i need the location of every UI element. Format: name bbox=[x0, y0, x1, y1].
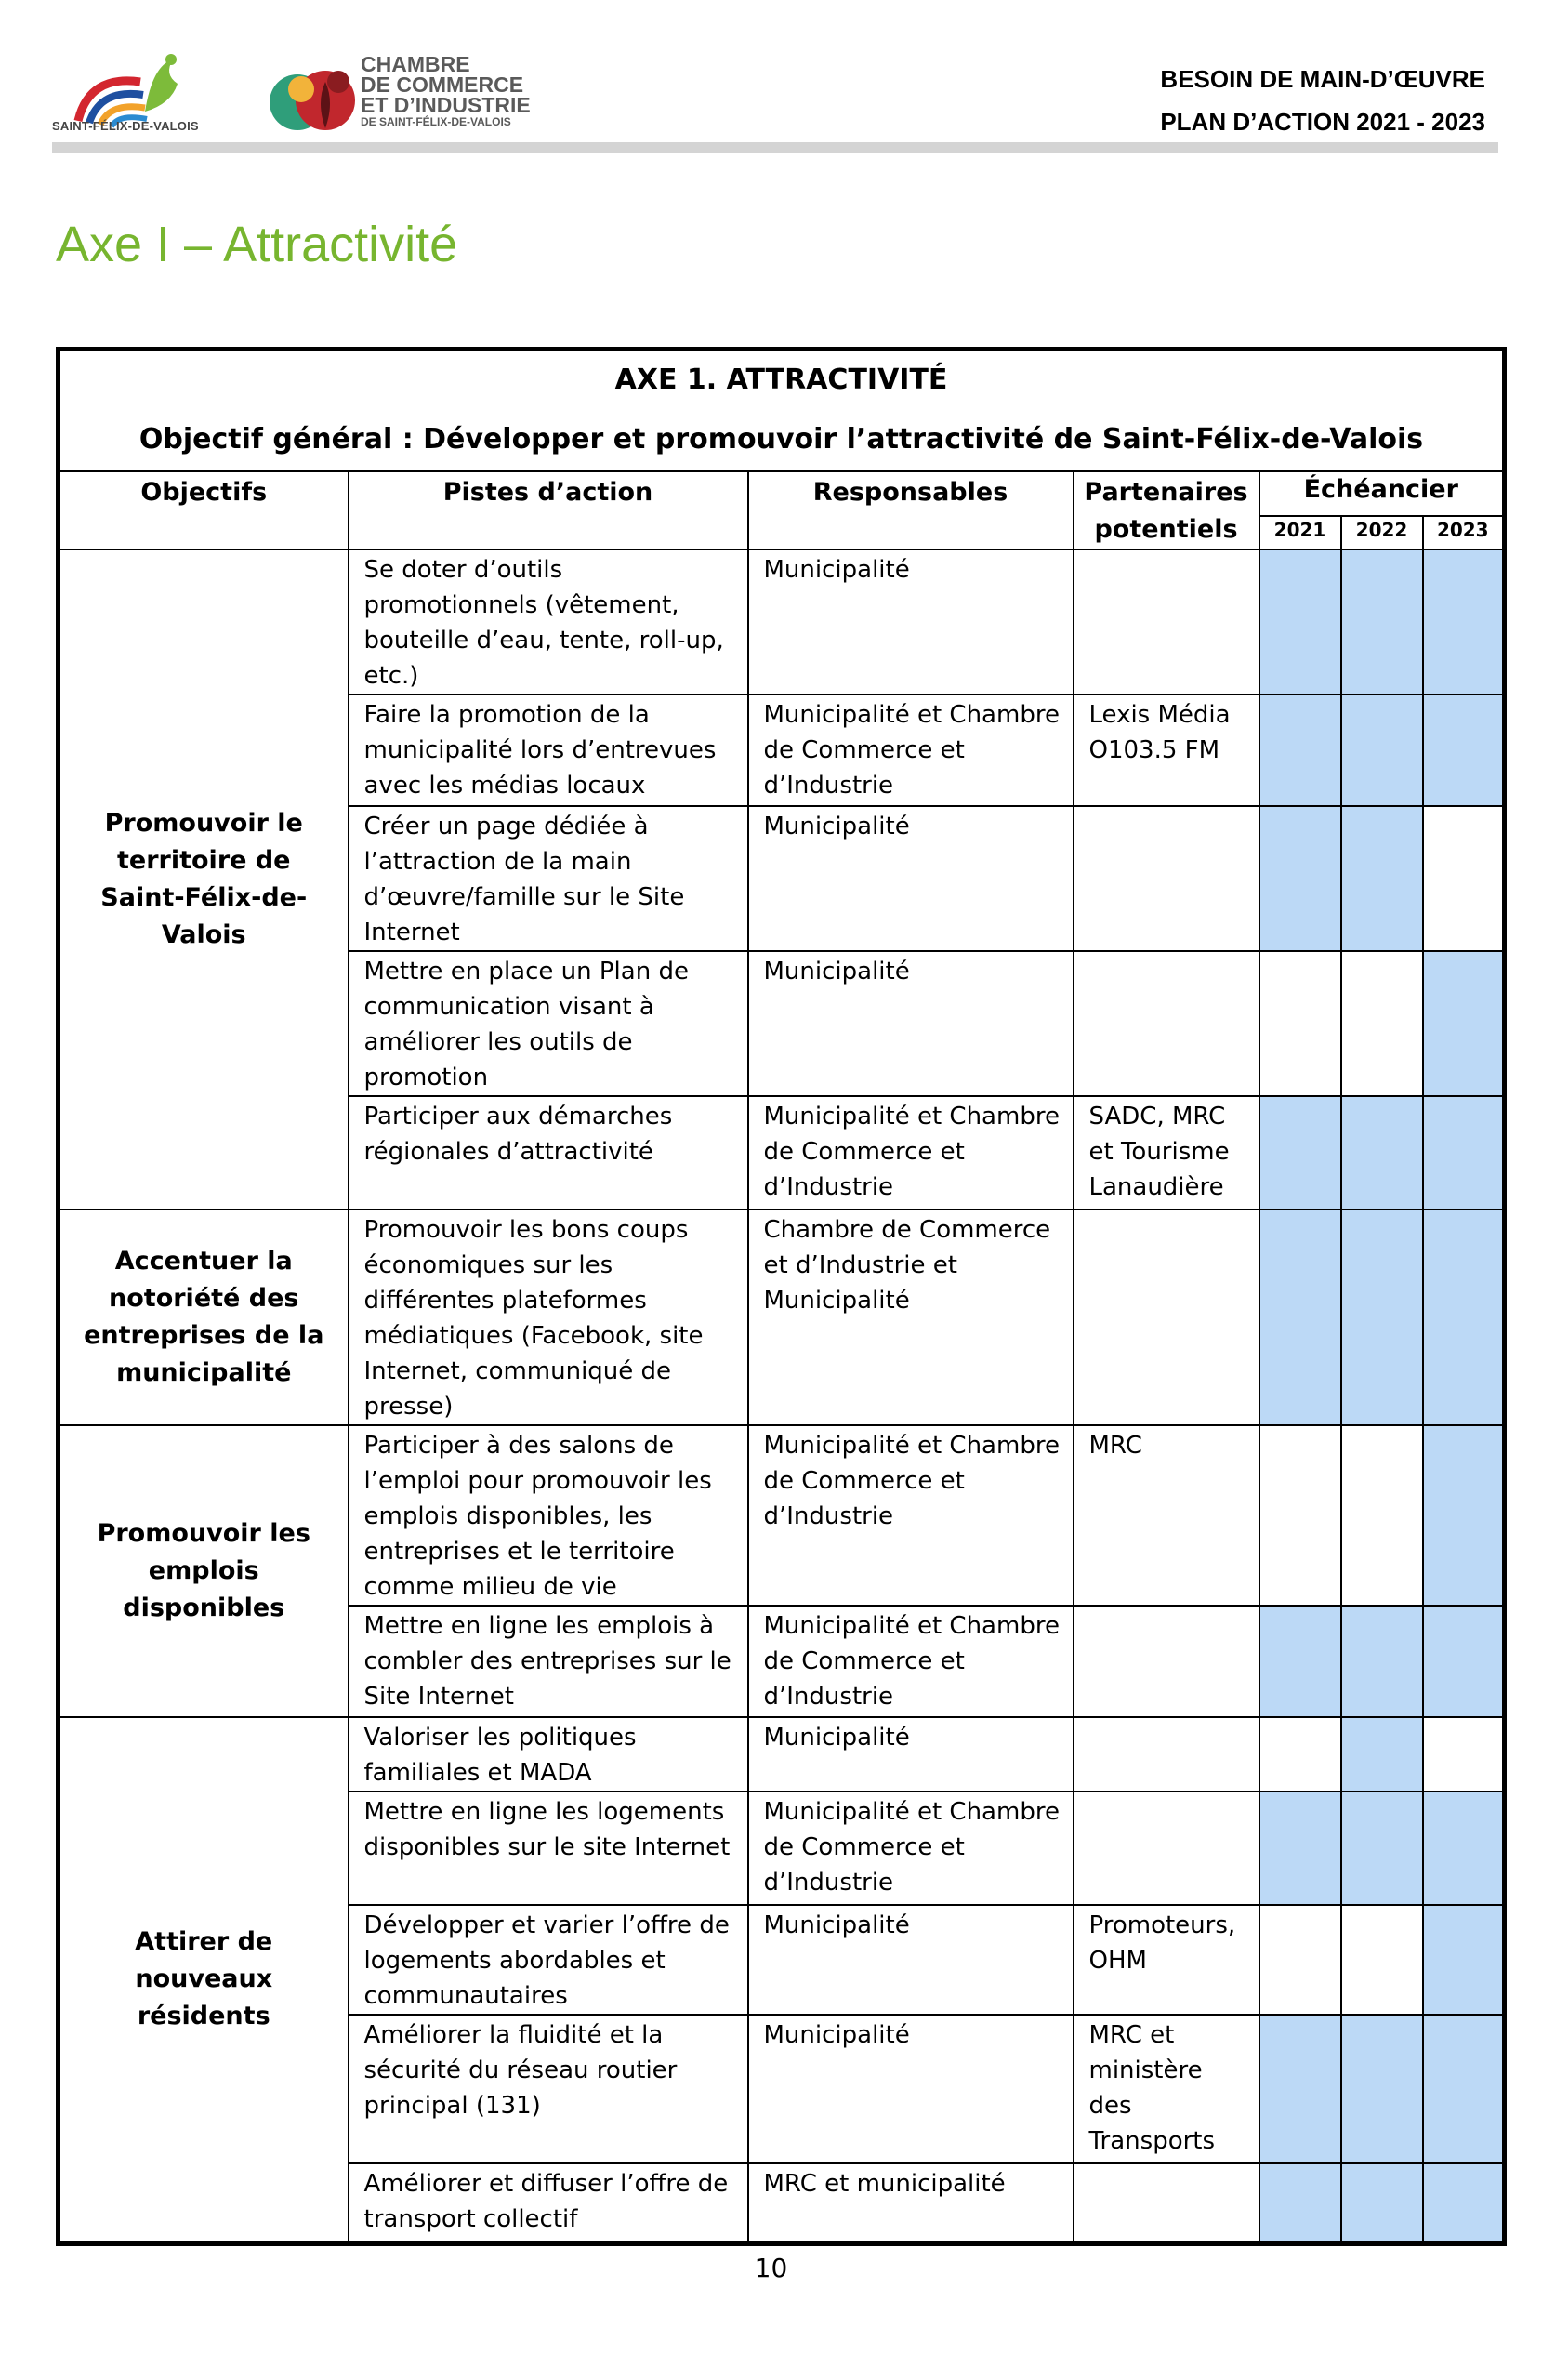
saint-felix-logo-text: SAINT-FÉLIX-DE-VALOIS bbox=[52, 119, 199, 133]
chamber-line-2: DE COMMERCE bbox=[361, 73, 524, 97]
partenaires-cell: Promoteurs, OHM bbox=[1074, 1905, 1259, 2015]
responsables-cell: Municipalité et Chambre de Commerce et d’Industrie bbox=[748, 1606, 1074, 1717]
action-cell: Mettre en ligne les logements disponibles sur le site Internet bbox=[349, 1792, 748, 1905]
header-year-2022: 2022 bbox=[1341, 516, 1423, 549]
schedule-cell-2021 bbox=[1259, 1905, 1341, 2015]
chamber-line-3: ET D’INDUSTRIE bbox=[361, 93, 531, 117]
page-header bbox=[52, 37, 1498, 149]
header-year-2023: 2023 bbox=[1423, 516, 1505, 549]
schedule-cell-2021 bbox=[1259, 549, 1341, 694]
objective-cell: Attirer de nouveaux résidents bbox=[59, 1717, 349, 2243]
action-cell: Améliorer la fluidité et la sécurité du réseau routier principal (131) bbox=[349, 2015, 748, 2163]
responsables-cell: Municipalité bbox=[748, 1905, 1074, 2015]
action-cell: Valoriser les politiques familiales et MADA bbox=[349, 1717, 748, 1792]
schedule-cell-2023 bbox=[1423, 2163, 1505, 2243]
schedule-cell-2022 bbox=[1341, 549, 1423, 694]
responsables-cell: Municipalité et Chambre de Commerce et d’Industrie bbox=[748, 1792, 1074, 1905]
page-number: 10 bbox=[754, 2253, 788, 2283]
partenaires-cell bbox=[1074, 806, 1259, 951]
chamber-line-1: CHAMBRE bbox=[361, 52, 470, 76]
action-cell: Développer et varier l’offre de logements abordables et communautaires bbox=[349, 1905, 748, 2015]
schedule-cell-2022 bbox=[1341, 1210, 1423, 1425]
schedule-cell-2023 bbox=[1423, 1210, 1505, 1425]
schedule-cell-2022 bbox=[1341, 694, 1423, 806]
header-divider bbox=[52, 142, 1498, 153]
schedule-cell-2022 bbox=[1341, 2163, 1423, 2243]
table-title-cell bbox=[59, 350, 1505, 472]
header-echeancier: Échéancier bbox=[1259, 471, 1505, 516]
schedule-cell-2021 bbox=[1259, 694, 1341, 806]
schedule-cell-2021 bbox=[1259, 1096, 1341, 1210]
partenaires-cell: MRC et ministère des Transports bbox=[1074, 2015, 1259, 2163]
objective-cell: Promouvoir les emplois disponibles bbox=[59, 1425, 349, 1717]
table-title-row bbox=[59, 350, 1505, 472]
schedule-cell-2023 bbox=[1423, 1717, 1505, 1792]
schedule-cell-2023 bbox=[1423, 1606, 1505, 1717]
header-responsables: Responsables bbox=[748, 471, 1074, 549]
table-row bbox=[59, 1717, 1505, 1792]
schedule-cell-2023 bbox=[1423, 549, 1505, 694]
schedule-cell-2023 bbox=[1423, 806, 1505, 951]
schedule-cell-2021 bbox=[1259, 951, 1341, 1096]
chamber-subline: DE SAINT-FÉLIX-DE-VALOIS bbox=[361, 115, 511, 128]
schedule-cell-2022 bbox=[1341, 1096, 1423, 1210]
partenaires-cell bbox=[1074, 1717, 1259, 1792]
schedule-cell-2022 bbox=[1341, 1905, 1423, 2015]
chamber-logo-icon bbox=[264, 54, 366, 147]
schedule-cell-2023 bbox=[1423, 951, 1505, 1096]
partenaires-cell bbox=[1074, 951, 1259, 1096]
header-objectifs: Objectifs bbox=[59, 471, 349, 549]
schedule-cell-2023 bbox=[1423, 694, 1505, 806]
partenaires-cell bbox=[1074, 549, 1259, 694]
schedule-cell-2021 bbox=[1259, 2163, 1341, 2243]
schedule-cell-2023 bbox=[1423, 1792, 1505, 1905]
schedule-cell-2022 bbox=[1341, 1717, 1423, 1792]
schedule-cell-2022 bbox=[1341, 1425, 1423, 1606]
schedule-cell-2022 bbox=[1341, 806, 1423, 951]
schedule-cell-2021 bbox=[1259, 1606, 1341, 1717]
responsables-cell: Municipalité bbox=[748, 806, 1074, 951]
partenaires-cell bbox=[1074, 1606, 1259, 1717]
document-title-line-2: PLAN D’ACTION 2021 - 2023 bbox=[1160, 108, 1485, 136]
action-cell: Promouvoir les bons coups économiques sur les différentes plateformes médiatiques (Facebook, site Internet, communiqué de presse) bbox=[349, 1210, 748, 1425]
action-cell: Améliorer et diffuser l’offre de transport collectif bbox=[349, 2163, 748, 2243]
responsables-cell: Municipalité bbox=[748, 549, 1074, 694]
action-plan-table bbox=[56, 347, 1507, 2246]
action-cell: Participer aux démarches régionales d’attractivité bbox=[349, 1096, 748, 1210]
table-row bbox=[59, 1425, 1505, 1606]
responsables-cell: Municipalité et Chambre de Commerce et d’Industrie bbox=[748, 1096, 1074, 1210]
responsables-cell: Municipalité bbox=[748, 951, 1074, 1096]
schedule-cell-2021 bbox=[1259, 1425, 1341, 1606]
schedule-cell-2022 bbox=[1341, 1606, 1423, 1717]
schedule-cell-2023 bbox=[1423, 1905, 1505, 2015]
table-row bbox=[59, 549, 1505, 694]
action-cell: Mettre en place un Plan de communication visant à améliorer les outils de promotion bbox=[349, 951, 748, 1096]
schedule-cell-2021 bbox=[1259, 806, 1341, 951]
partenaires-cell: Lexis Média O103.5 FM bbox=[1074, 694, 1259, 806]
partenaires-cell bbox=[1074, 2163, 1259, 2243]
responsables-cell: Chambre de Commerce et d’Industrie et Municipalité bbox=[748, 1210, 1074, 1425]
schedule-cell-2023 bbox=[1423, 1096, 1505, 1210]
schedule-cell-2023 bbox=[1423, 2015, 1505, 2163]
table-row bbox=[59, 1210, 1505, 1425]
partenaires-cell: SADC, MRC et Tourisme Lanaudière bbox=[1074, 1096, 1259, 1210]
partenaires-cell bbox=[1074, 1210, 1259, 1425]
responsables-cell: Municipalité et Chambre de Commerce et d’Industrie bbox=[748, 694, 1074, 806]
header-pistes: Pistes d’action bbox=[349, 471, 748, 549]
responsables-cell: Municipalité bbox=[748, 2015, 1074, 2163]
schedule-cell-2022 bbox=[1341, 1792, 1423, 1905]
partenaires-cell: MRC bbox=[1074, 1425, 1259, 1606]
table-subtitle: Objectif général : Développer et promouvoir l’attractivité de Saint-Félix-de-Valois bbox=[138, 423, 1424, 456]
schedule-cell-2021 bbox=[1259, 1792, 1341, 1905]
responsables-cell: Municipalité et Chambre de Commerce et d’Industrie bbox=[748, 1425, 1074, 1606]
header-partenaires: Partenaires potentiels bbox=[1074, 471, 1259, 549]
schedule-cell-2022 bbox=[1341, 951, 1423, 1096]
section-title: Axe I – Attractivité bbox=[56, 217, 458, 272]
schedule-cell-2021 bbox=[1259, 1717, 1341, 1792]
responsables-cell: Municipalité bbox=[748, 1717, 1074, 1792]
action-cell: Faire la promotion de la municipalité lors d’entrevues avec les médias locaux bbox=[349, 694, 748, 806]
responsables-cell: MRC et municipalité bbox=[748, 2163, 1074, 2243]
action-cell: Créer un page dédiée à l’attraction de la main d’œuvre/famille sur le Site Internet bbox=[349, 806, 748, 951]
objective-cell: Promouvoir le territoire de Saint-Félix-de-Valois bbox=[59, 549, 349, 1210]
objective-cell: Accentuer la notoriété des entreprises de la municipalité bbox=[59, 1210, 349, 1425]
schedule-cell-2021 bbox=[1259, 2015, 1341, 2163]
partenaires-cell bbox=[1074, 1792, 1259, 1905]
schedule-cell-2023 bbox=[1423, 1425, 1505, 1606]
header-year-2021: 2021 bbox=[1259, 516, 1341, 549]
table-header-row bbox=[59, 471, 1505, 516]
schedule-cell-2021 bbox=[1259, 1210, 1341, 1425]
table-body bbox=[59, 549, 1505, 2243]
document-title bbox=[1160, 58, 1485, 143]
action-cell: Se doter d’outils promotionnels (vêtement, bouteille d’eau, tente, roll-up, etc.) bbox=[349, 549, 748, 694]
document-title-line-1: BESOIN DE MAIN-D’ŒUVRE bbox=[1160, 65, 1485, 93]
table-title: AXE 1. ATTRACTIVITÉ bbox=[614, 364, 948, 396]
chamber-logo-text bbox=[361, 54, 531, 128]
schedule-cell-2022 bbox=[1341, 2015, 1423, 2163]
action-cell: Mettre en ligne les emplois à combler des entreprises sur le Site Internet bbox=[349, 1606, 748, 1717]
action-cell: Participer à des salons de l’emploi pour promouvoir les emplois disponibles, les entreprises et le territoire comme milieu de vie bbox=[349, 1425, 748, 1606]
